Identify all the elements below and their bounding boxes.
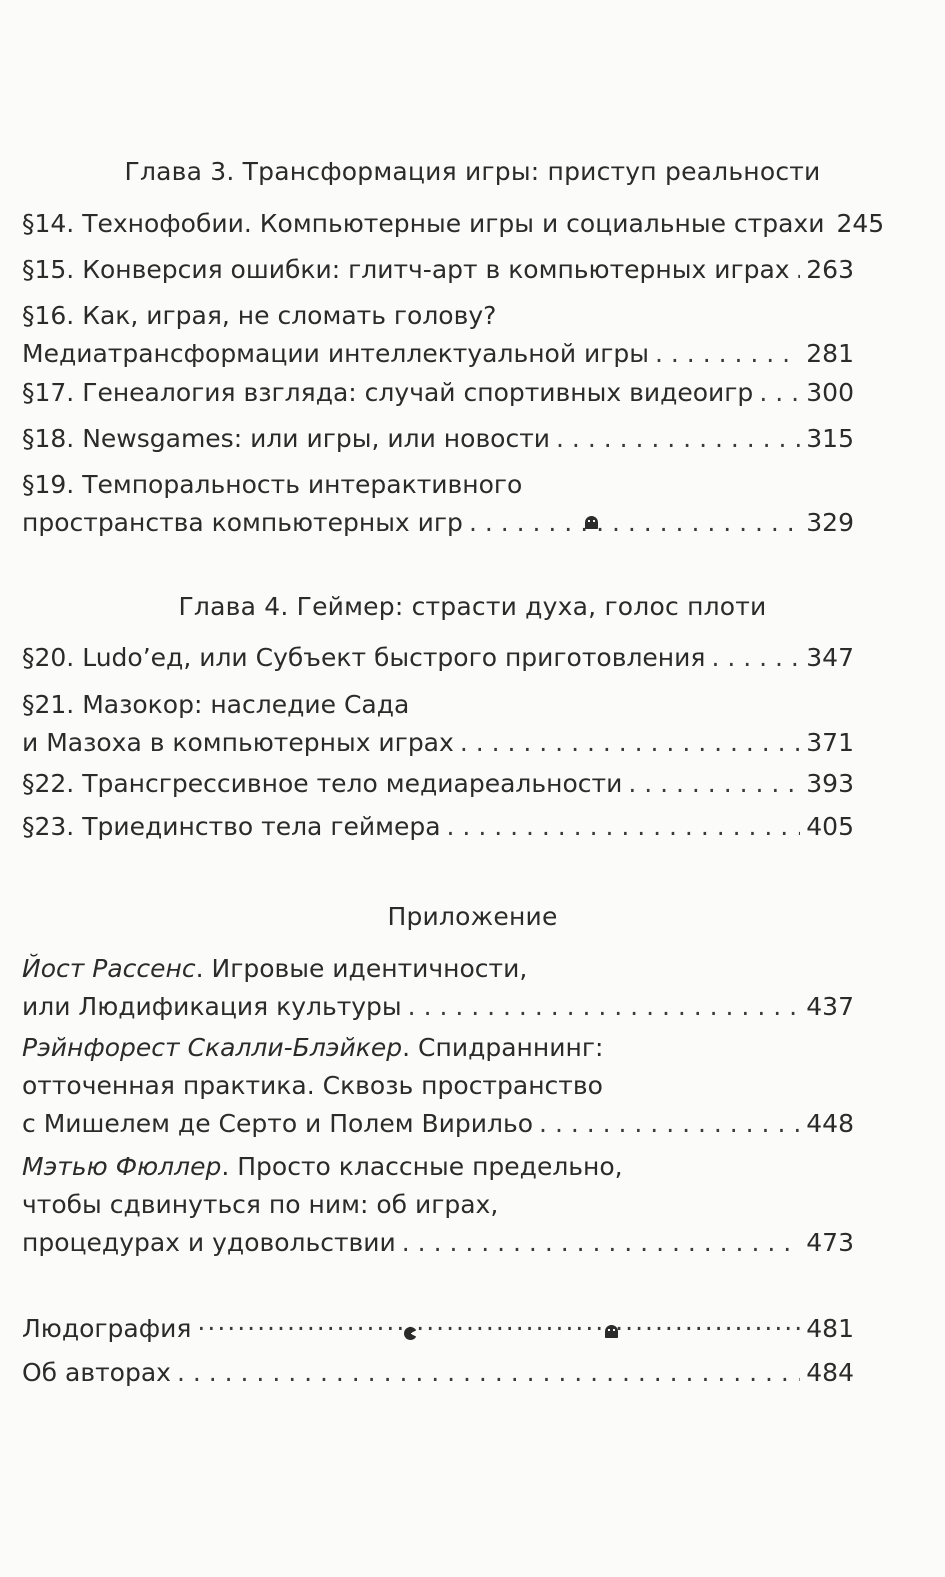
page-number: 481 <box>806 1314 854 1343</box>
entry-title: §22. Трансгрессивное тело медиареальности <box>22 769 623 798</box>
leader-dots <box>447 808 801 846</box>
appendix-entry-2 <box>22 1029 854 1143</box>
toc-entry-23 <box>22 808 854 846</box>
page-number: 393 <box>806 769 854 798</box>
entry-title-line: §16. Как, играя, не сломать голову? <box>22 301 497 330</box>
leader-dots <box>655 335 800 373</box>
chapter-4-heading: Глава 4. Геймер: страсти духа, голос плоти <box>178 592 767 621</box>
leader-dots <box>556 420 800 458</box>
entry-title: §15. Конверсия ошибки: глитч-арт в компьютерных играх <box>22 255 790 284</box>
entry-title: §23. Триединство тела геймера <box>22 812 441 841</box>
leader-dots <box>628 765 800 803</box>
leader-dots <box>711 639 800 677</box>
page-number: 405 <box>806 812 854 841</box>
entry-title: Медиатрансформации интеллектуальной игры <box>22 339 650 368</box>
entry-title: или Людификация культуры <box>22 992 402 1021</box>
entry-title-line: . Игровые идентичности, <box>195 954 528 983</box>
entry-author: Рэйнфорест Скалли-Блэйкер <box>22 1033 403 1062</box>
toc-entry-19 <box>22 466 854 542</box>
entry-title: Людография <box>22 1314 192 1343</box>
entry-title-line: §19. Темпоральность интерактивного <box>22 470 523 499</box>
toc-entry-17 <box>22 374 854 412</box>
chapter-3-heading: Глава 3. Трансформация игры: приступ реальности <box>124 157 821 186</box>
toc-entry-14 <box>22 205 885 243</box>
entry-title-line: §21. Мазокор: наследие Сада <box>22 690 410 719</box>
page-number: 347 <box>806 643 854 672</box>
leader-dots <box>759 374 800 412</box>
entry-title: с Мишелем де Серто и Полем Вирильо <box>22 1109 534 1138</box>
page-number: 281 <box>806 339 854 368</box>
entry-author: Мэтью Фюллер <box>22 1152 222 1181</box>
appendix-entry-1 <box>22 950 854 1026</box>
entry-title: и Мазоха в компьютерных играх <box>22 728 454 757</box>
toc-entry-20 <box>22 639 854 677</box>
entry-title: процедурах и удовольствии <box>22 1228 396 1257</box>
toc-entry-ludography <box>22 1310 854 1348</box>
page-number: 263 <box>806 255 854 284</box>
entry-title-line: отточенная практика. Сквозь пространство <box>22 1071 603 1100</box>
leader-dots <box>197 1310 800 1348</box>
page-number: 437 <box>806 992 854 1021</box>
entry-title-line: . Просто классные предельно, <box>221 1152 623 1181</box>
page-number: 315 <box>806 424 854 453</box>
leader-dots <box>469 504 800 542</box>
entry-title-line: . Спидраннинг: <box>402 1033 604 1062</box>
leader-dots <box>402 1224 801 1262</box>
entry-title: §17. Генеалогия взгляда: случай спортивных видеоигр <box>22 378 754 407</box>
toc-entry-15 <box>22 251 854 289</box>
toc-entry-18 <box>22 420 854 458</box>
leader-dots <box>408 988 801 1026</box>
appendix-entry-3 <box>22 1148 854 1262</box>
page-number: 473 <box>806 1228 854 1257</box>
page-number: 371 <box>806 728 854 757</box>
leader-dots <box>177 1354 800 1392</box>
ghost-icon <box>605 1325 618 1338</box>
leader-dots <box>796 251 801 289</box>
page-number: 245 <box>836 209 885 238</box>
leader-dots <box>539 1105 800 1143</box>
toc-entry-16 <box>22 297 854 373</box>
page-number: 484 <box>806 1358 854 1387</box>
page-number: 300 <box>806 378 854 407</box>
toc-entry-authors <box>22 1354 854 1392</box>
leader-dots <box>460 724 800 762</box>
pacman-icon <box>404 1327 417 1340</box>
entry-title: §20. Ludo’ед, или Субъект быстрого приготовления <box>22 643 706 672</box>
ghost-icon <box>585 516 598 529</box>
entry-title: пространства компьютерных игр <box>22 508 463 537</box>
toc-entry-21 <box>22 686 854 762</box>
entry-title-line: чтобы сдвинуться по ним: об играх, <box>22 1190 499 1219</box>
page-number: 448 <box>806 1109 854 1138</box>
entry-title: §18. Newsgames: или игры, или новости <box>22 424 551 453</box>
entry-title: Об авторах <box>22 1358 171 1387</box>
page-number: 329 <box>806 508 854 537</box>
entry-title: §14. Технофобии. Компьютерные игры и социальные страхи <box>22 209 825 238</box>
entry-author: Йост Рассенс <box>22 954 196 983</box>
appendix-heading: Приложение <box>387 902 558 931</box>
toc-entry-22 <box>22 765 854 803</box>
